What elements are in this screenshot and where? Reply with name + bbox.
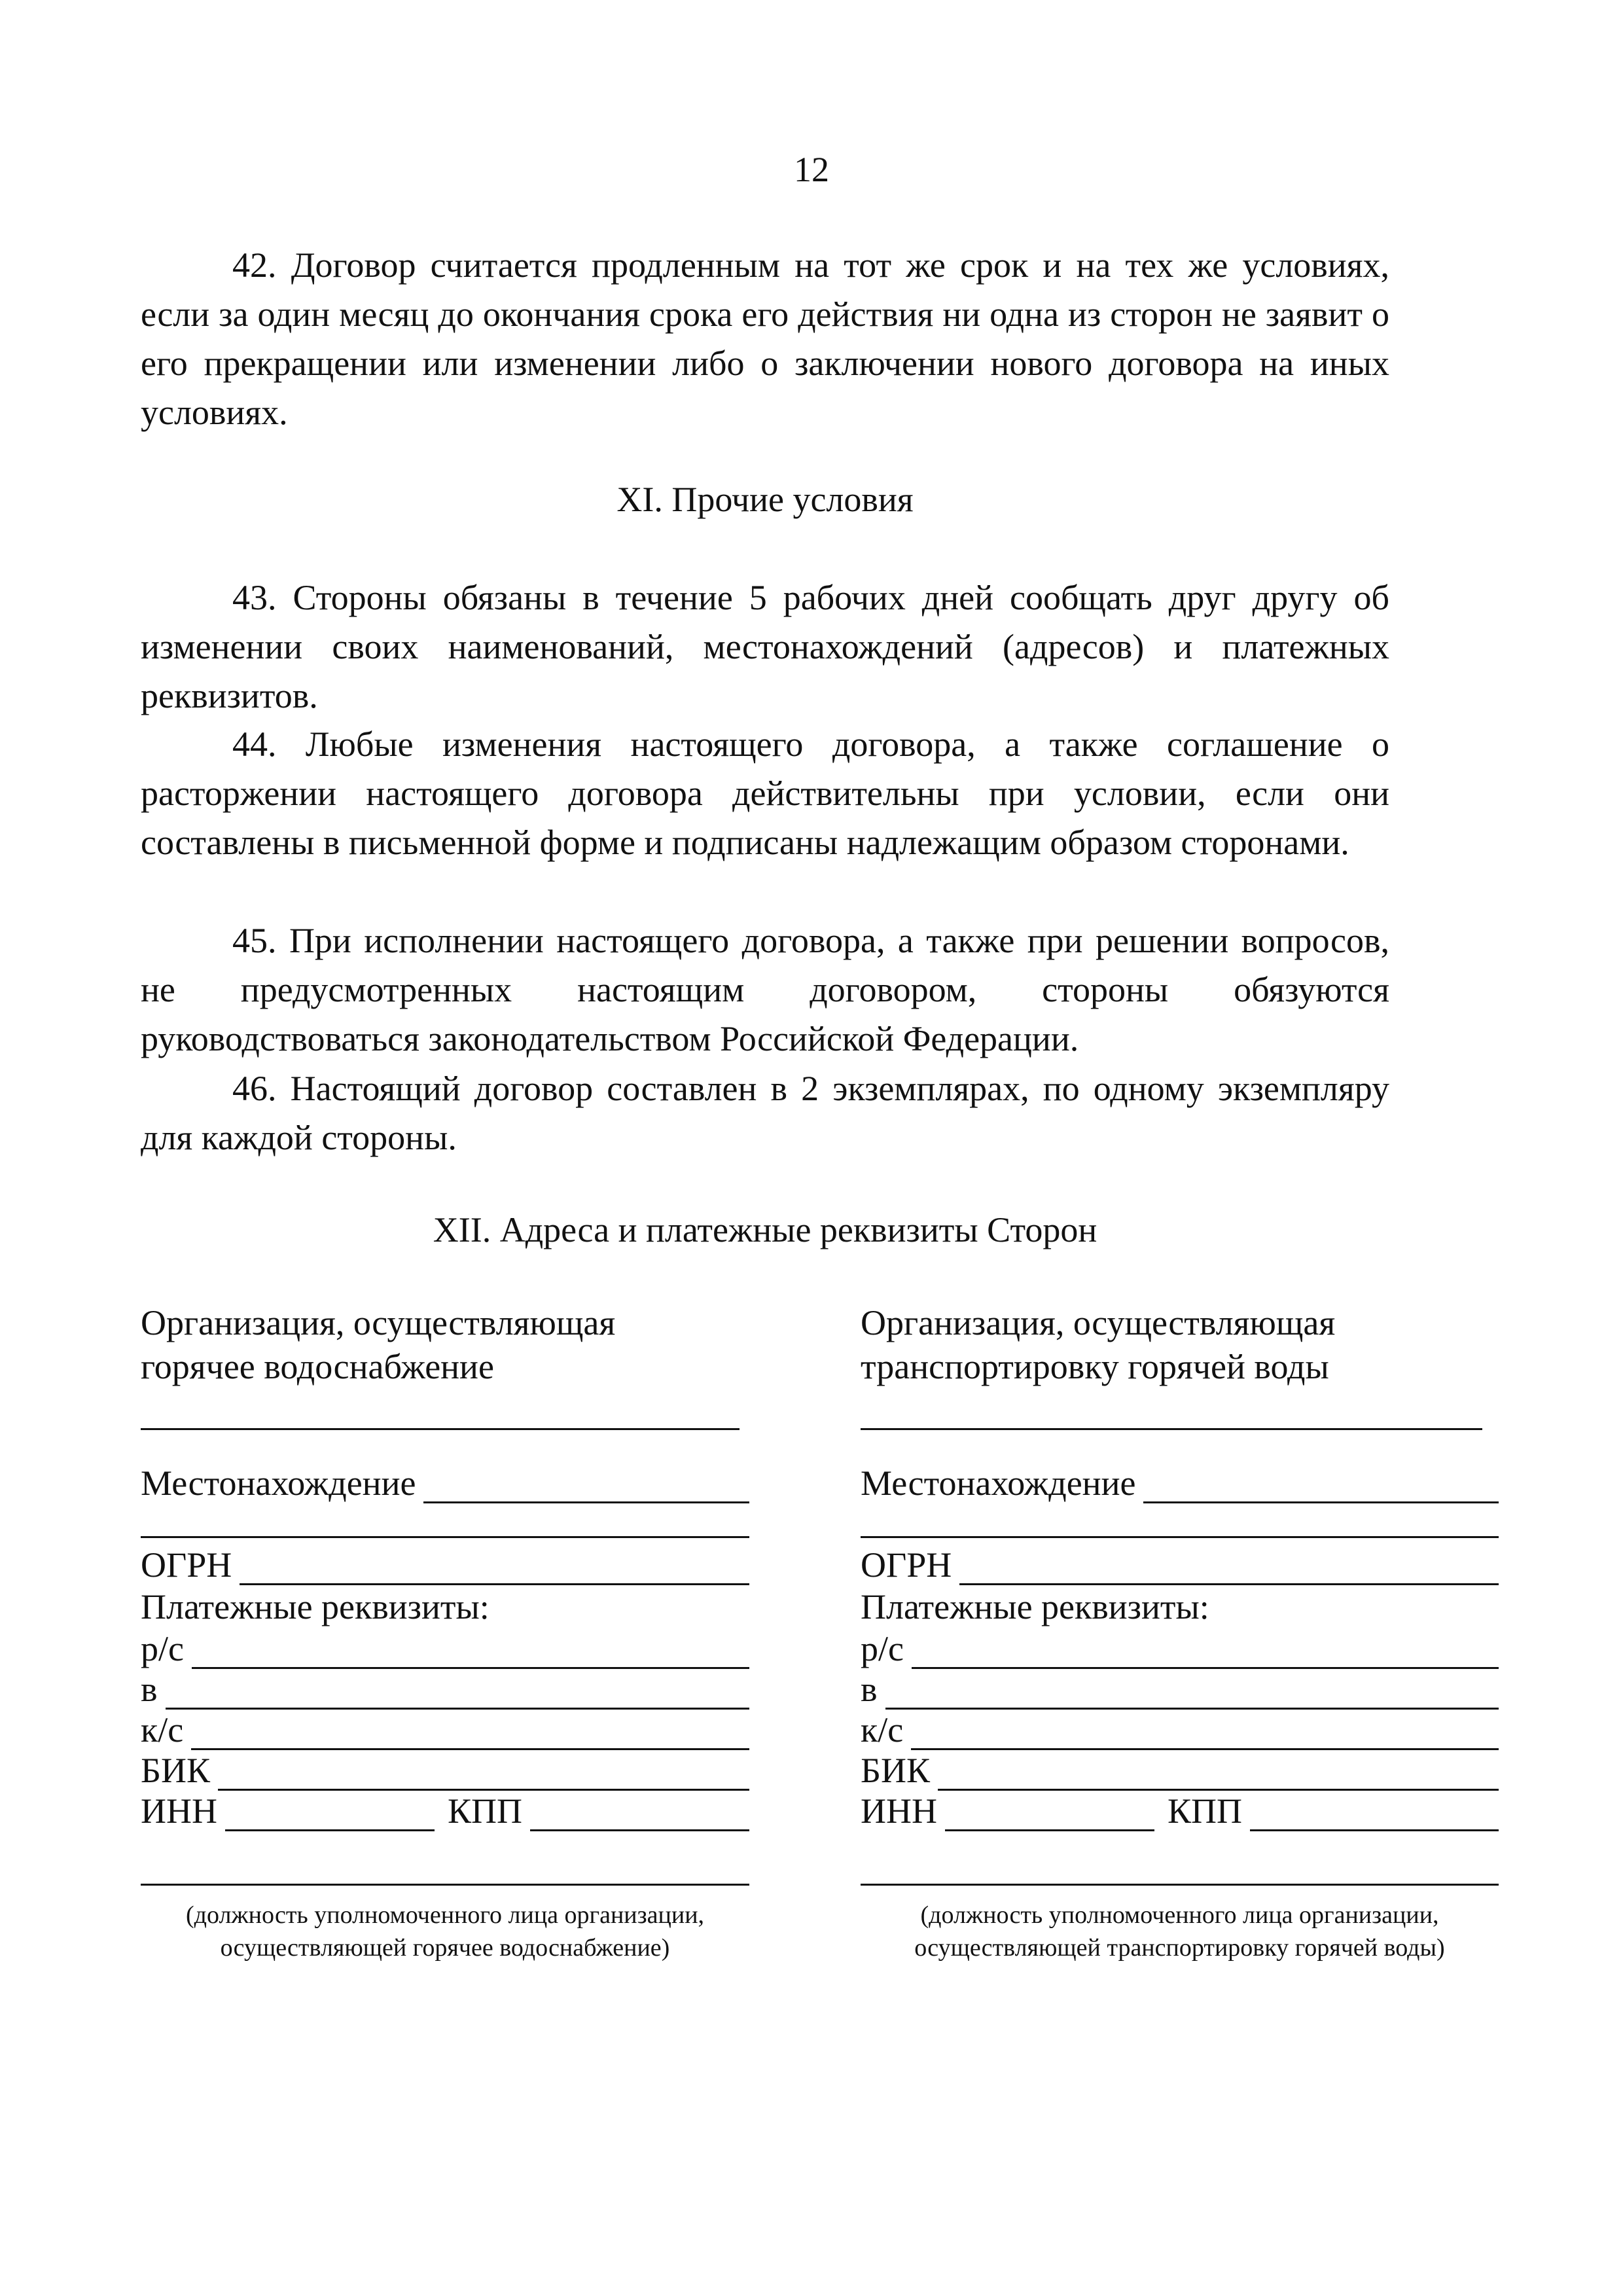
left-signature-caption — [141, 1899, 749, 1964]
right-signature-line[interactable] — [861, 1884, 1499, 1886]
right-ogrn-label: ОГРН — [861, 1545, 952, 1585]
right-ks-field — [861, 1710, 1499, 1750]
left-payment-label: Платежные реквизиты: — [141, 1587, 490, 1626]
paragraph-44 — [141, 720, 1389, 867]
left-caption-line2: осуществляющей горячее водоснабжение) — [220, 1934, 670, 1962]
paragraph-44-number: 44. — [232, 725, 277, 764]
left-inn-label: ИНН — [141, 1791, 217, 1831]
right-inn-label: ИНН — [861, 1791, 937, 1831]
left-bik-label: БИК — [141, 1751, 211, 1790]
right-rs-field — [861, 1628, 1499, 1669]
left-location-input[interactable] — [423, 1469, 749, 1503]
right-ogrn-field — [861, 1545, 1499, 1585]
left-inn-input[interactable] — [225, 1797, 435, 1831]
right-bank-input[interactable] — [885, 1675, 1499, 1710]
paragraph-46-number: 46. — [232, 1069, 277, 1108]
paragraph-45 — [141, 916, 1389, 1064]
right-org-title-line1: Организация, осуществляющая — [861, 1303, 1336, 1342]
left-ks-field — [141, 1710, 749, 1750]
right-location-label: Местонахождение — [861, 1463, 1136, 1503]
right-bank-label: в — [861, 1670, 878, 1709]
left-rs-input[interactable] — [192, 1634, 749, 1669]
paragraph-44-text: Любые изменения настоящего договора, а также соглашение о расторжении настоящего договора действительны при условии, если они составлены в письменной форме и подписаны надлежащим образом сторонами. — [141, 725, 1389, 862]
right-bik-field — [861, 1750, 1499, 1791]
right-bik-input[interactable] — [938, 1756, 1499, 1791]
left-ks-input[interactable] — [191, 1715, 749, 1750]
left-location-line2[interactable] — [141, 1536, 749, 1538]
right-payment-label: Платежные реквизиты: — [861, 1587, 1209, 1626]
page-number: 12 — [794, 150, 829, 189]
paragraph-43-number: 43. — [232, 578, 277, 617]
left-bank-label: в — [141, 1670, 158, 1709]
paragraph-42 — [141, 241, 1389, 437]
left-location-field — [141, 1463, 749, 1503]
paragraph-46-text: Настоящий договор составлен в 2 экземплярах, по одному экземпляру для каждой стороны. — [141, 1069, 1390, 1157]
left-org-title-line2: горячее водоснабжение — [141, 1347, 494, 1386]
paragraph-42-number: 42. — [232, 245, 277, 285]
right-rs-label: р/с — [861, 1629, 904, 1668]
right-location-line2[interactable] — [861, 1536, 1499, 1538]
right-bik-label: БИК — [861, 1751, 931, 1790]
left-party-block — [141, 1301, 749, 1964]
paragraph-45-number: 45. — [232, 921, 277, 960]
right-rs-input[interactable] — [912, 1634, 1499, 1669]
right-bank-field — [861, 1669, 1499, 1710]
right-org-title-line2: транспортировку горячей воды — [861, 1347, 1329, 1386]
right-location-input[interactable] — [1143, 1469, 1499, 1503]
left-rs-label: р/с — [141, 1629, 184, 1668]
right-inn-kpp-field — [861, 1791, 1499, 1831]
right-ks-label: к/с — [861, 1710, 904, 1749]
right-ogrn-input[interactable] — [959, 1551, 1499, 1585]
paragraph-43-text: Стороны обязаны в течение 5 рабочих дней сообщать друг другу об изменении своих наименований, местонахождений (адресов) и платежных реквизитов. — [141, 578, 1389, 715]
right-party-block — [861, 1301, 1499, 1964]
left-ogrn-input[interactable] — [240, 1551, 749, 1585]
right-location-field — [861, 1463, 1499, 1503]
right-signature-caption — [861, 1899, 1499, 1964]
left-ks-label: к/с — [141, 1710, 184, 1749]
left-bank-field — [141, 1669, 749, 1710]
paragraph-43 — [141, 573, 1389, 721]
left-bik-input[interactable] — [218, 1756, 749, 1791]
right-org-name-line[interactable] — [861, 1428, 1482, 1430]
paragraph-46 — [141, 1064, 1389, 1162]
right-ks-input[interactable] — [911, 1715, 1499, 1750]
left-kpp-input[interactable] — [530, 1797, 749, 1831]
left-rs-field — [141, 1628, 749, 1669]
right-kpp-input[interactable] — [1250, 1797, 1499, 1831]
left-ogrn-label: ОГРН — [141, 1545, 232, 1585]
paragraph-45-text: При исполнении настоящего договора, а также при решении вопросов, не предусмотренных настоящим договором, стороны обязуются руководствоваться законодательством Российской Федерации. — [141, 921, 1389, 1058]
left-org-title-line1: Организация, осуществляющая — [141, 1303, 616, 1342]
left-bik-field — [141, 1750, 749, 1791]
left-caption-line1: (должность уполномоченного лица организации, — [185, 1901, 705, 1929]
left-signature-line[interactable] — [141, 1884, 749, 1886]
right-kpp-label: КПП — [1168, 1791, 1243, 1831]
left-ogrn-field — [141, 1545, 749, 1585]
right-inn-input[interactable] — [945, 1797, 1154, 1831]
section-12-title: XII. Адреса и платежные реквизиты Сторон — [433, 1210, 1097, 1249]
left-location-label: Местонахождение — [141, 1463, 416, 1503]
left-inn-kpp-field — [141, 1791, 749, 1831]
left-kpp-label: КПП — [448, 1791, 523, 1831]
left-bank-input[interactable] — [166, 1675, 750, 1710]
paragraph-42-text: Договор считается продленным на тот же срок и на тех же условиях, если за один месяц до окончания срока его действия ни одна из сторон не заявит о его прекращении или изменении либо о заключении нового договора на иных условиях. — [141, 245, 1389, 432]
right-caption-line1: (должность уполномоченного лица организации, — [920, 1901, 1439, 1929]
right-caption-line2: осуществляющей транспортировку горячей воды) — [914, 1934, 1445, 1962]
left-org-name-line[interactable] — [141, 1428, 740, 1430]
section-11-title: XI. Прочие условия — [616, 480, 914, 519]
